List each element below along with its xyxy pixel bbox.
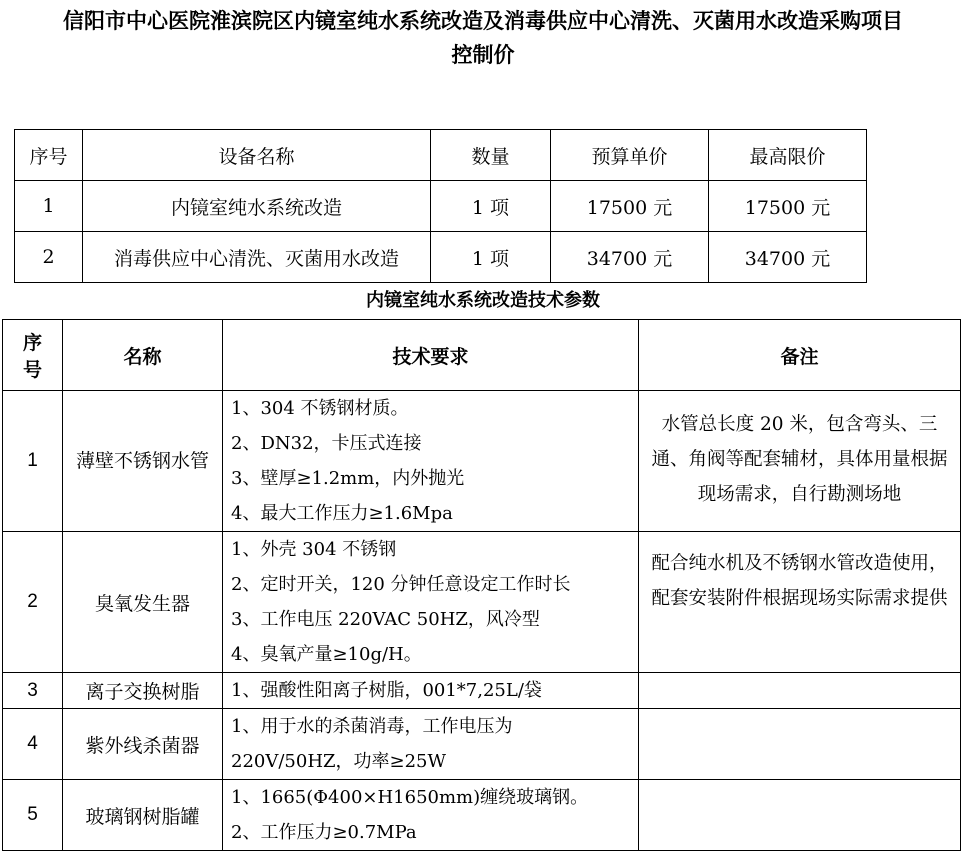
row-device-name: 内镜室纯水系统改造: [83, 181, 431, 232]
row-requirements: [223, 673, 639, 709]
row-unit-price: 34700 元: [551, 232, 709, 283]
requirement-line: 3、壁厚≥1.2mm，内外抛光: [231, 468, 465, 489]
row-name: 离子交换树脂: [63, 673, 223, 709]
document-title: [0, 4, 966, 72]
table-row: [3, 391, 961, 532]
row-note: 配合纯水机及不锈钢水管改造使用，配套安装附件根据现场实际需求提供: [639, 532, 961, 673]
row-quantity: 1 项: [431, 181, 551, 232]
row-no: 5: [3, 780, 63, 851]
requirement-line: 1、外壳 304 不锈钢: [231, 539, 397, 560]
row-no: 3: [3, 673, 63, 709]
header-no-line-2: 号: [22, 359, 42, 381]
title-line-2: 控制价: [451, 43, 515, 67]
table-row: [3, 709, 961, 780]
header-notes: 备注: [639, 320, 961, 391]
header-no-line-1: 序: [22, 332, 42, 354]
row-name: 臭氧发生器: [63, 532, 223, 673]
row-note: 水管总长度 20 米，包含弯头、三通、角阀等配套辅材，具体用量根据现场需求，自行勘测场地: [639, 391, 961, 532]
row-note: [639, 780, 961, 851]
table-row: [3, 532, 961, 673]
header-name: 名称: [63, 320, 223, 391]
requirement-line: 220V/50HZ，功率≥25W: [231, 751, 447, 772]
row-no: 2: [3, 532, 63, 673]
row-no: 2: [15, 232, 83, 283]
header-quantity: 数量: [431, 130, 551, 181]
spec-header-row: [3, 320, 961, 391]
row-name: 玻璃钢树脂罐: [63, 780, 223, 851]
row-no: 1: [15, 181, 83, 232]
header-unit-price: 预算单价: [551, 130, 709, 181]
table-row: [15, 232, 867, 283]
header-no: 序号: [15, 130, 83, 181]
requirement-line: 4、最大工作压力≥1.6Mpa: [231, 503, 453, 524]
header-max-price: 最高限价: [709, 130, 867, 181]
price-table: [14, 129, 867, 283]
header-no: [3, 320, 63, 391]
requirement-line: 1、304 不锈钢材质。: [231, 398, 409, 419]
title-line-1: 信阳市中心医院淮滨院区内镜室纯水系统改造及消毒供应中心清洗、灭菌用水改造采购项目: [63, 9, 903, 33]
row-quantity: 1 项: [431, 232, 551, 283]
requirement-line: 1、强酸性阳离子树脂，001*7,25L/袋: [231, 680, 542, 701]
row-note: [639, 709, 961, 780]
header-device-name: 设备名称: [83, 130, 431, 181]
requirement-line: 1、用于水的杀菌消毒，工作电压为: [231, 716, 513, 737]
row-device-name: 消毒供应中心清洗、灭菌用水改造: [83, 232, 431, 283]
row-name: 薄壁不锈钢水管: [63, 391, 223, 532]
row-requirements: [223, 780, 639, 851]
requirement-line: 2、定时开关，120 分钟任意设定工作时长: [231, 574, 571, 595]
row-no: 1: [3, 391, 63, 532]
row-name: 紫外线杀菌器: [63, 709, 223, 780]
row-max-price: 34700 元: [709, 232, 867, 283]
row-note: [639, 673, 961, 709]
row-requirements: [223, 391, 639, 532]
requirement-line: 1、1665(Φ400×H1650mm)缠绕玻璃钢。: [231, 787, 589, 808]
row-requirements: [223, 532, 639, 673]
row-requirements: [223, 709, 639, 780]
row-unit-price: 17500 元: [551, 181, 709, 232]
spec-title: 内镜室纯水系统改造技术参数: [366, 290, 600, 311]
spec-table: [2, 319, 961, 851]
table-row: [3, 673, 961, 709]
row-no: 4: [3, 709, 63, 780]
table-row: [3, 780, 961, 851]
requirement-line: 2、工作压力≥0.7MPa: [231, 822, 417, 843]
table-row: [15, 181, 867, 232]
price-header-row: [15, 130, 867, 181]
requirement-line: 4、臭氧产量≥10g/H。: [231, 644, 422, 665]
header-requirements: 技术要求: [223, 320, 639, 391]
row-max-price: 17500 元: [709, 181, 867, 232]
requirement-line: 3、工作电压 220VAC 50HZ，风冷型: [231, 609, 540, 630]
requirement-line: 2、DN32，卡压式连接: [231, 433, 422, 454]
